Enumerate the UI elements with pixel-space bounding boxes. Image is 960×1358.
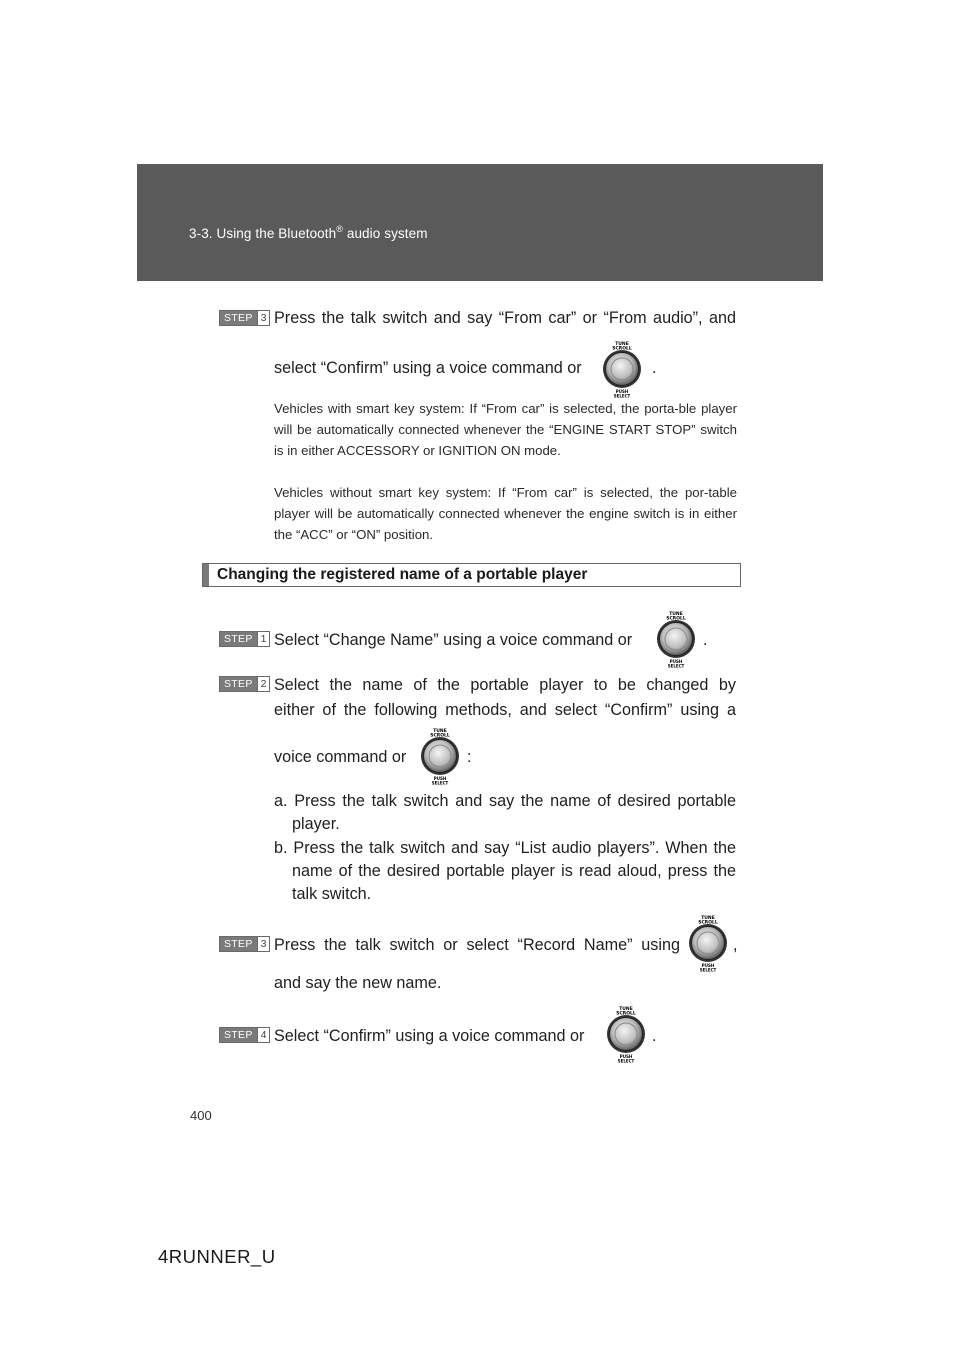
- page-number: 400: [190, 1108, 212, 1123]
- step-badge-1: STEP 1: [219, 631, 270, 647]
- section-header-band: [137, 164, 823, 281]
- step2-option-b-line3: talk switch.: [292, 885, 372, 903]
- tune-scroll-knob-icon: [596, 1003, 656, 1065]
- step3-line2: select “Confirm” using a voice command or: [274, 359, 582, 377]
- step2-line1: Select the name of the portable player to be changed by: [274, 676, 736, 694]
- svg-text:PUSH: PUSH: [615, 389, 629, 394]
- svg-text:SELECT: SELECT: [667, 663, 685, 669]
- svg-text:SCROLL: SCROLL: [430, 733, 450, 739]
- step-badge-2: STEP 2: [219, 676, 270, 692]
- step1-line1-end: .: [703, 631, 708, 649]
- step3-line2-end: .: [652, 359, 657, 377]
- svg-text:SELECT: SELECT: [699, 967, 717, 973]
- step-badge-3: STEP 3: [219, 310, 270, 326]
- step3-line1: Press the talk switch and say “From car” or “From audio”, and: [274, 309, 736, 327]
- svg-text:SCROLL: SCROLL: [616, 1011, 636, 1017]
- svg-text:SCROLL: SCROLL: [666, 616, 686, 622]
- section-title-accent: [203, 564, 209, 586]
- step2-option-b-line2: name of the desired portable player is read aloud, press the: [292, 862, 736, 880]
- step2-line3: voice command or: [274, 748, 407, 766]
- section-title: Changing the registered name of a portable player: [217, 566, 588, 583]
- svg-text:PUSH: PUSH: [619, 1054, 633, 1059]
- svg-text:TUNE: TUNE: [669, 612, 683, 617]
- svg-text:SELECT: SELECT: [617, 1058, 635, 1064]
- svg-text:TUNE: TUNE: [433, 729, 447, 734]
- step-badge-3b: STEP 3: [219, 936, 270, 952]
- svg-text:TUNE: TUNE: [615, 342, 629, 347]
- step3b-line1: Press the talk switch or select “Record Name” using: [274, 936, 680, 954]
- svg-text:SCROLL: SCROLL: [698, 920, 718, 926]
- step2-option-a-line2: player.: [292, 815, 340, 833]
- svg-text:PUSH: PUSH: [669, 659, 683, 664]
- svg-text:SELECT: SELECT: [613, 393, 631, 399]
- note-smart-key: Vehicles with smart key system: If “From car” is selected, the porta-ble player will be automatically connected whenever the “ENGINE START STOP” switch is in either ACCESSORY or IGNITION ON mode.: [274, 401, 737, 458]
- tune-scroll-knob-icon: [646, 608, 706, 670]
- step2-line3-end: :: [467, 748, 472, 766]
- step3b-line2: and say the new name.: [274, 974, 442, 992]
- tune-scroll-knob-icon: [592, 338, 652, 400]
- step4-line1: Select “Confirm” using a voice command or: [274, 1027, 585, 1045]
- tune-scroll-knob-icon: [410, 725, 470, 787]
- step3b-line1-end: ,: [733, 936, 738, 954]
- footer-model-code: 4RUNNER_U: [158, 1246, 276, 1267]
- step1-line1: Select “Change Name” using a voice command or: [274, 631, 633, 649]
- step4-line1-end: .: [652, 1027, 657, 1045]
- tune-scroll-knob-icon: [678, 912, 738, 974]
- step-badge-4: STEP 4: [219, 1027, 270, 1043]
- note-no-smart-key: Vehicles without smart key system: If “From car” is selected, the por-table player will be automatically connected whenever the engine switch is in either the “ACC” or “ON” position.: [274, 485, 737, 542]
- section-header-title: 3-3. Using the Bluetooth® audio system: [189, 224, 428, 241]
- svg-text:PUSH: PUSH: [701, 963, 715, 968]
- svg-text:TUNE: TUNE: [701, 916, 715, 921]
- svg-text:SCROLL: SCROLL: [612, 346, 632, 352]
- section-title-bar: [202, 563, 741, 587]
- step2-option-b-line1: b. Press the talk switch and say “List audio players”. When the: [274, 839, 736, 857]
- svg-text:TUNE: TUNE: [619, 1007, 633, 1012]
- step2-option-a-line1: a. Press the talk switch and say the name of desired portable: [274, 792, 736, 810]
- svg-text:SELECT: SELECT: [431, 780, 449, 786]
- step2-line2: either of the following methods, and select “Confirm” using a: [274, 701, 736, 719]
- svg-text:PUSH: PUSH: [433, 776, 447, 781]
